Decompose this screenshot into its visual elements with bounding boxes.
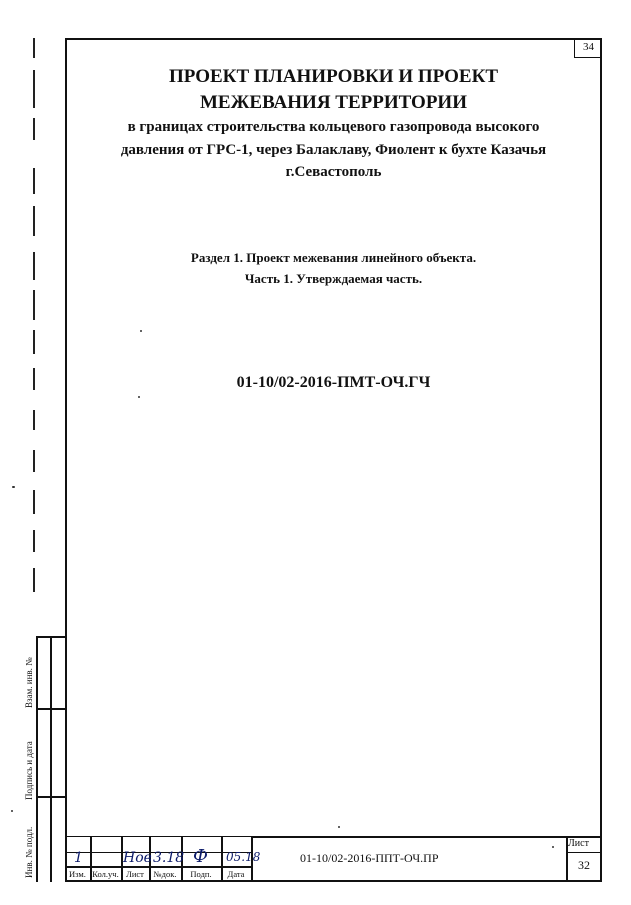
title-line-1: ПРОЕКТ ПЛАНИРОВКИ И ПРОЕКТ — [168, 66, 499, 87]
side-label-replace-inv: Взам. инв. № — [24, 657, 34, 708]
title-block-code: 01-10/02-2016-ППТ-ОЧ.ПР — [300, 851, 439, 865]
margin-mark — [33, 330, 35, 354]
handwritten-list: Нов — [123, 850, 152, 866]
margin-mark — [33, 530, 35, 552]
scan-speck — [12, 486, 15, 488]
scan-speck — [338, 826, 340, 828]
handwritten-date: 05.18 — [226, 850, 261, 864]
margin-mark — [33, 70, 35, 108]
header-kol-uch: Кол.уч. — [92, 869, 119, 879]
margin-mark — [33, 38, 35, 58]
margin-mark — [33, 290, 35, 320]
margin-mark — [33, 368, 35, 390]
section-line-2: Часть 1. Утверждаемая часть. — [244, 271, 423, 286]
header-data: Дата — [227, 869, 245, 879]
margin-mark — [33, 568, 35, 592]
scan-speck — [138, 396, 140, 398]
header-list: Лист — [126, 869, 144, 879]
sheet-label: Лист — [568, 838, 589, 849]
handwritten-ndok: 3.18 — [153, 850, 185, 866]
margin-mark — [33, 252, 35, 280]
scan-speck — [552, 846, 554, 848]
title-line-4: давления от ГРС-1, через Балаклаву, Фиолент к бухте Казачья — [120, 142, 547, 158]
sheet-number: 32 — [578, 858, 590, 872]
handwritten-izm: 1 — [74, 850, 83, 866]
title-line-3: в границах строительства кольцевого газопровода высокого — [127, 119, 540, 135]
side-label-inv-original: Инв. № подл. — [24, 826, 34, 878]
margin-mark — [33, 450, 35, 472]
title-line-2: МЕЖЕВАНИЯ ТЕРРИТОРИИ — [200, 92, 467, 113]
scan-speck — [11, 810, 13, 812]
margin-mark — [33, 168, 35, 194]
header-ndok: №док. — [153, 869, 177, 879]
side-stamp — [36, 636, 65, 882]
margin-mark — [33, 206, 35, 236]
title-block-line — [65, 866, 251, 868]
title-line-5: г.Севастополь — [285, 164, 382, 180]
page-number: 34 — [574, 38, 602, 58]
scan-speck — [140, 330, 142, 332]
title-block-line — [566, 852, 602, 853]
header-podp: Подп. — [190, 869, 212, 879]
margin-mark — [33, 118, 35, 140]
margin-mark — [33, 410, 35, 430]
title-block-line — [65, 836, 251, 837]
header-izm: Изм. — [69, 869, 86, 879]
document-code: 01-10/02-2016-ПМТ-ОЧ.ГЧ — [236, 374, 431, 391]
section-line-1: Раздел 1. Проект межевания линейного объекта. — [190, 250, 477, 265]
margin-mark — [33, 490, 35, 514]
side-label-signature-date: Подпись и дата — [24, 741, 34, 800]
handwritten-signature: Ф — [193, 846, 208, 867]
